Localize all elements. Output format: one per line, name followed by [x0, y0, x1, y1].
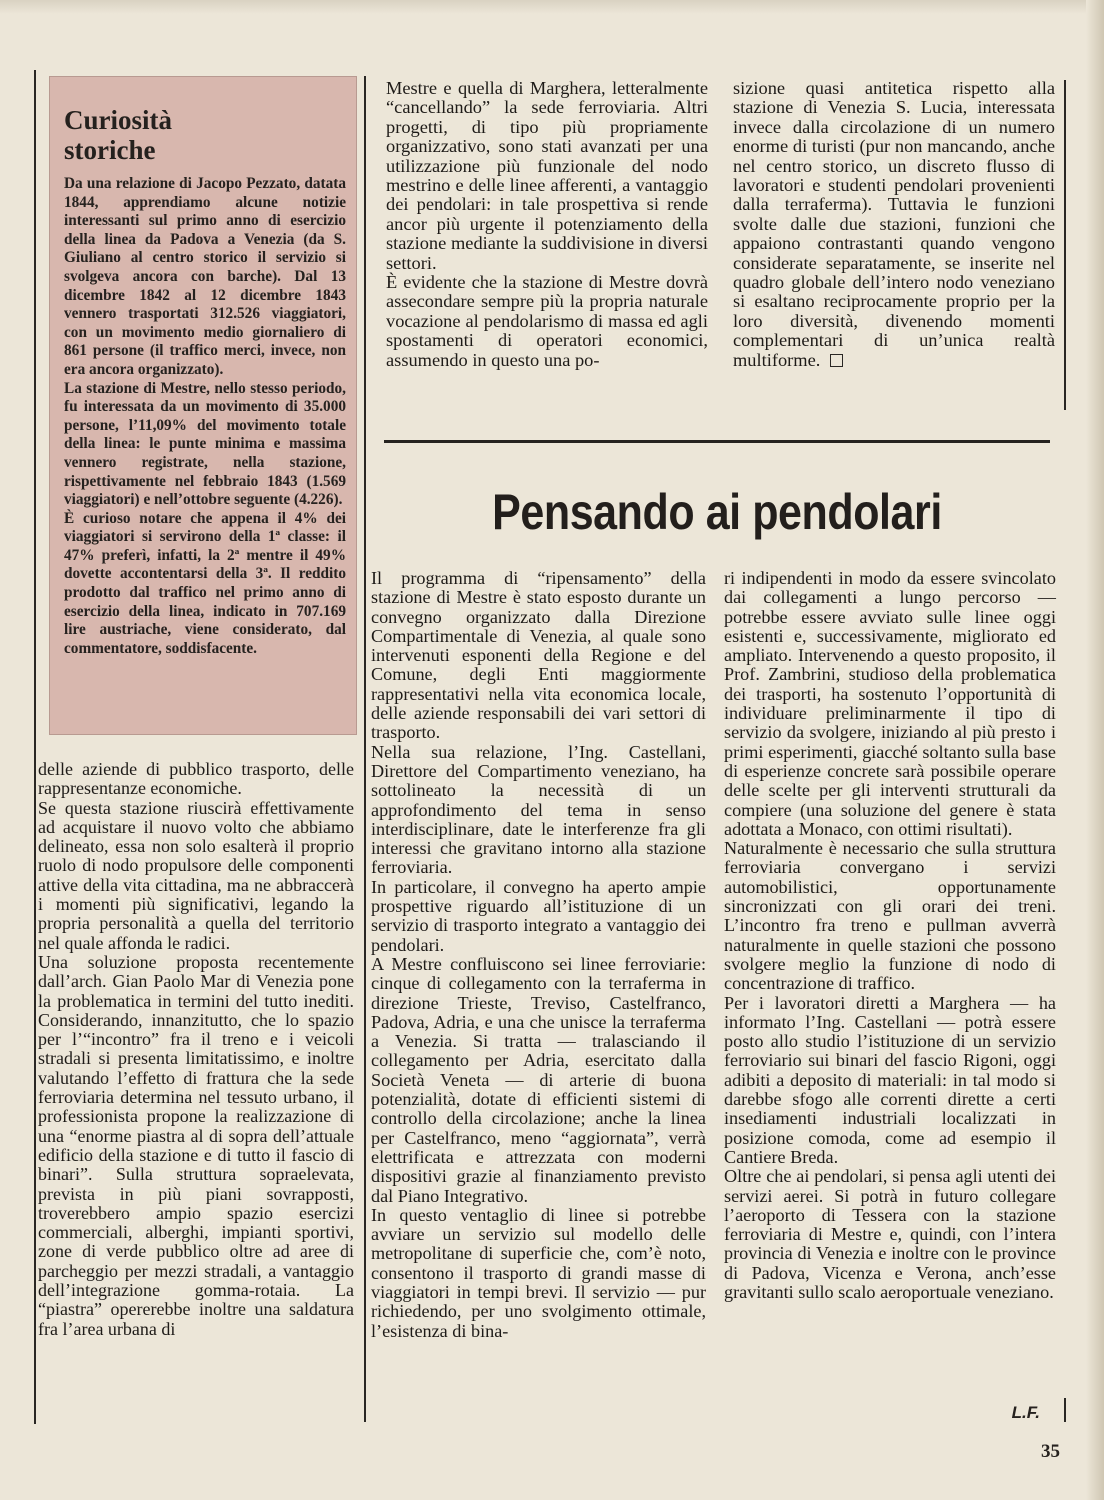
body-paragraph: delle aziende di pubblico trasporto, delle rappresentanze economiche.: [38, 759, 354, 799]
article-headline: Pensando ai pendolari: [492, 484, 942, 540]
body-paragraph: Una soluzione proposta recentemente dall’arch. Gian Paolo Mar di Venezia pone la problematica in termini del tutto inediti. Considerando, innanzitutto, che lo spazio per l’“incontro” fra il treno e i veicoli stradali si presenta limitatissimo, e inoltre valutando l’effetto di frattura che la sede ferroviaria determina nel tessuto urbano, il professionista propone la realizzazione di una “enorme piastra al di sopra dell’attuale edificio della stazione e di tutto il fascio di binari”. Sulla struttura sopraelevata, prevista in più piani sovrapposti, troverebbero ampio spazio esercizi commerciali, alberghi, impianti sportivi, zone di verde pubblico oltre ad aree di parcheggio per mezzi stradali, a vantaggio dell’integrazione gomma-rotaia. La “piastra” opererebbe inoltre una saldatura fra l’area urbana di: [38, 951, 354, 1339]
page-top-edge: [0, 0, 1104, 14]
sidebar-title: [64, 105, 346, 165]
sidebar-paragraph: Da una relazione di Jacopo Pezzato, datata 1844, apprendiamo alcune notizie interessanti sul primo anno di esercizio della linea da Padova a Venezia (da S. Giuliano al centro storico il servizio si svolgeva ancora con barche). Dal 13 dicembre 1842 al 12 dicembre 1843 vennero trasportati 312.526 viaggiatori, con un movimento medio giornaliero di 861 persone (il traffico merci, invece, non era ancora organizzato).: [64, 175, 346, 378]
sidebar-title-line1: Curiosità: [64, 105, 172, 135]
body-paragraph: Se questa stazione riuscirà effettivamente ad acquistare il nuovo volto che abbiamo delineato, essa non solo esalterà il proprio ruolo di nodo propulsore delle componenti attive della vita cittadina, ma ne abbraccerà i momenti più significativi, legando la propria personalità a quella del territorio nel quale affonda le radici.: [38, 797, 354, 953]
sidebar-body: [64, 175, 346, 658]
body-paragraph: Mestre e quella di Marghera, letteralmente “cancellando” la sede ferroviaria. Altri progetti, di tipo più propriamente organizzativo, sono stati avanzati per una utilizzazione più funzionale del nodo mestrino e delle linee afferenti, a vantaggio dei pendolari: in tale prospettiva si rende ancor più urgente il potenziamento della stazione mediante la suddivisione in diversi settori.: [386, 78, 708, 273]
sidebar-title-line2: storiche: [64, 135, 156, 165]
body-paragraph: Nella sua relazione, l’Ing. Castellani, Direttore del Compartimento veneziano, ha sottolineato la necessità di un approfondimento del tema in senso interdisciplinare, date le interferenze fra gli interessi che gravitano intorno alla stazione ferroviaria.: [371, 741, 706, 878]
body-paragraph: Oltre che ai pendolari, si pensa agli utenti dei servizi aerei. Si potrà in futuro collegare l’aeroporto di Tessera con la stazione ferroviaria di Mestre e, quindi, con l’intera provincia di Venezia e inoltre con le province di Padova, Vicenza e Verona, anch’esse gravitanti sullo scalo aeroportuale veneziano.: [724, 1166, 1056, 1302]
author-signature: L.F.: [1011, 1403, 1040, 1422]
sidebar-paragraph: La stazione di Mestre, nello stesso periodo, fu interessata da un movimento di 35.000 persone, l’11,09% del movimento totale della linea: le punte minima e massima vennero registrate, nella stazione, rispettivamente nel febbraio 1843 (1.569 viaggiatori) e nell’ottobre seguente (4.226).: [64, 379, 346, 509]
column-rule-right-lower: [1064, 1398, 1066, 1422]
section-divider: [384, 440, 1050, 443]
body-paragraph: In particolare, il convegno ha aperto ampie prospettive riguardo all’istituzione di un servizio di trasporto integrato a vantaggio dei pendolari.: [371, 876, 706, 955]
body-paragraph: In questo ventaglio di linee si potrebbe avviare un servizio sul modello delle metropolitane di superficie che, com’è noto, consentono il trasporto di grandi masse di viaggiatori in tempi brevi. Il servizio — pur richiedendo, per uno svolgimento ottimale, l’esistenza di bina-: [371, 1204, 706, 1341]
body-paragraph: ri indipendenti in modo da essere svincolato dai collegamenti a lungo percorso — potrebbe essere avviato sulle linee oggi esistenti e, successivamente, migliorato ed ampliato. Intervenendo a questo proposito, il Prof. Zambrini, studioso della problematica dei trasporti, ha sostenuto l’opportunità di individuare preliminarmente il tipo di servizio da svolgere, iniziando al più presto i primi esperimenti, giacché soltanto sulla base di esperienze concrete sarà possibile operare delle scelte per gli interventi strutturali da compiere (una soluzione del genere è stata adottata a Monaco, con ottimi risultati).: [724, 568, 1056, 839]
page-number: 35: [1041, 1441, 1060, 1462]
article-column-left: [38, 760, 354, 1339]
body-paragraph: A Mestre confluiscono sei linee ferroviarie: cinque di collegamento con la terraferma in direzione Trieste, Treviso, Castelfranco, Padova, Adria, e una che unisce la terraferma a Venezia. Si tratta — tralasciando il collegamento per Adria, esercitato dalla Società Veneta — di arterie di buona potenzialità, dotate di efficienti sistemi di controllo della circolazione; anche la linea per Castelfranco, meno “aggiornata”, verrà elettrificata e attrezzata con moderni dispositivi grazie al finanziamento previsto dal Piano Integrativo.: [371, 953, 706, 1206]
body-paragraph: Naturalmente è necessario che sulla struttura ferroviaria convergano i servizi automobilistici, opportunamente sincronizzati con gli orari dei treni. L’incontro fra treno e pullman avverrà naturalmente in quelle stazioni che possono svolgere meglio la funzione di nodo di concentrazione di traffico.: [724, 838, 1056, 994]
column-rule-middle: [364, 76, 366, 1422]
sidebar-box: [49, 76, 357, 735]
end-of-article-square-icon: [830, 354, 843, 367]
page-right-edge: [1086, 0, 1104, 1500]
article-column-top-middle: [386, 79, 708, 370]
column-rule-left: [34, 70, 36, 1424]
body-paragraph: Il programma di “ripensamento” della stazione di Mestre è stato esposto durante un convegno organizzato dalla Direzione Compartimentale di Venezia, al quale sono intervenuti esponenti della Regione e del Comune, degli Enti maggiormente rappresentativi nella vita economica locale, delle aziende responsabili dei vari settori di trasporto.: [371, 568, 706, 743]
column-rule-right: [1064, 80, 1066, 410]
sidebar-paragraph: È curioso notare che appena il 4% dei viaggiatori si servirono della 1ª classe: il 47% preferì, infatti, la 2ª mentre il 49% dovette accontentarsi della 3ª. Il reddito prodotto dal traffico nel primo anno di esercizio della linea, indicato in 707.169 lire austriache, viene considerato, dal commentatore, soddisfacente.: [64, 509, 346, 657]
body-paragraph: È evidente che la stazione di Mestre dovrà assecondare sempre più la propria naturale vocazione al pendolarismo di massa ed agli spostamenti di operatori economici, assumendo in questo una po-: [386, 272, 708, 370]
article-column-top-right: [733, 79, 1055, 370]
article-column-bottom-middle: [371, 569, 706, 1341]
article-column-bottom-right: [724, 569, 1056, 1302]
body-paragraph: sizione quasi antitetica rispetto alla stazione di Venezia S. Lucia, interessata invece dalla circolazione di un numero enorme di turisti (pur non mancando, anche nel centro storico, un discreto flusso di lavoratori e studenti pendolari provenienti dalla terraferma). Tuttavia le funzioni svolte dalle due stazioni, funzioni che appaiono contrastanti quando vengono considerate separatamente, se inserite nel quadro globale dell’intero nodo veneziano si esaltano reciprocamente proprio per la loro diversità, divenendo momenti complementari di un’unica realtà multiforme.: [733, 78, 1055, 370]
body-paragraph: Per i lavoratori diretti a Marghera — ha informato l’Ing. Castellani — potrà essere posto allo studio l’istituzione di un servizio ferroviario sui binari del fascio Rigoni, oggi adibiti a deposito di materiali: in tal modo si darebbe sfogo alle correnti dirette a certi insediamenti industriali localizzati in posizione comoda, come ad esempio il Cantiere Breda.: [724, 992, 1056, 1167]
